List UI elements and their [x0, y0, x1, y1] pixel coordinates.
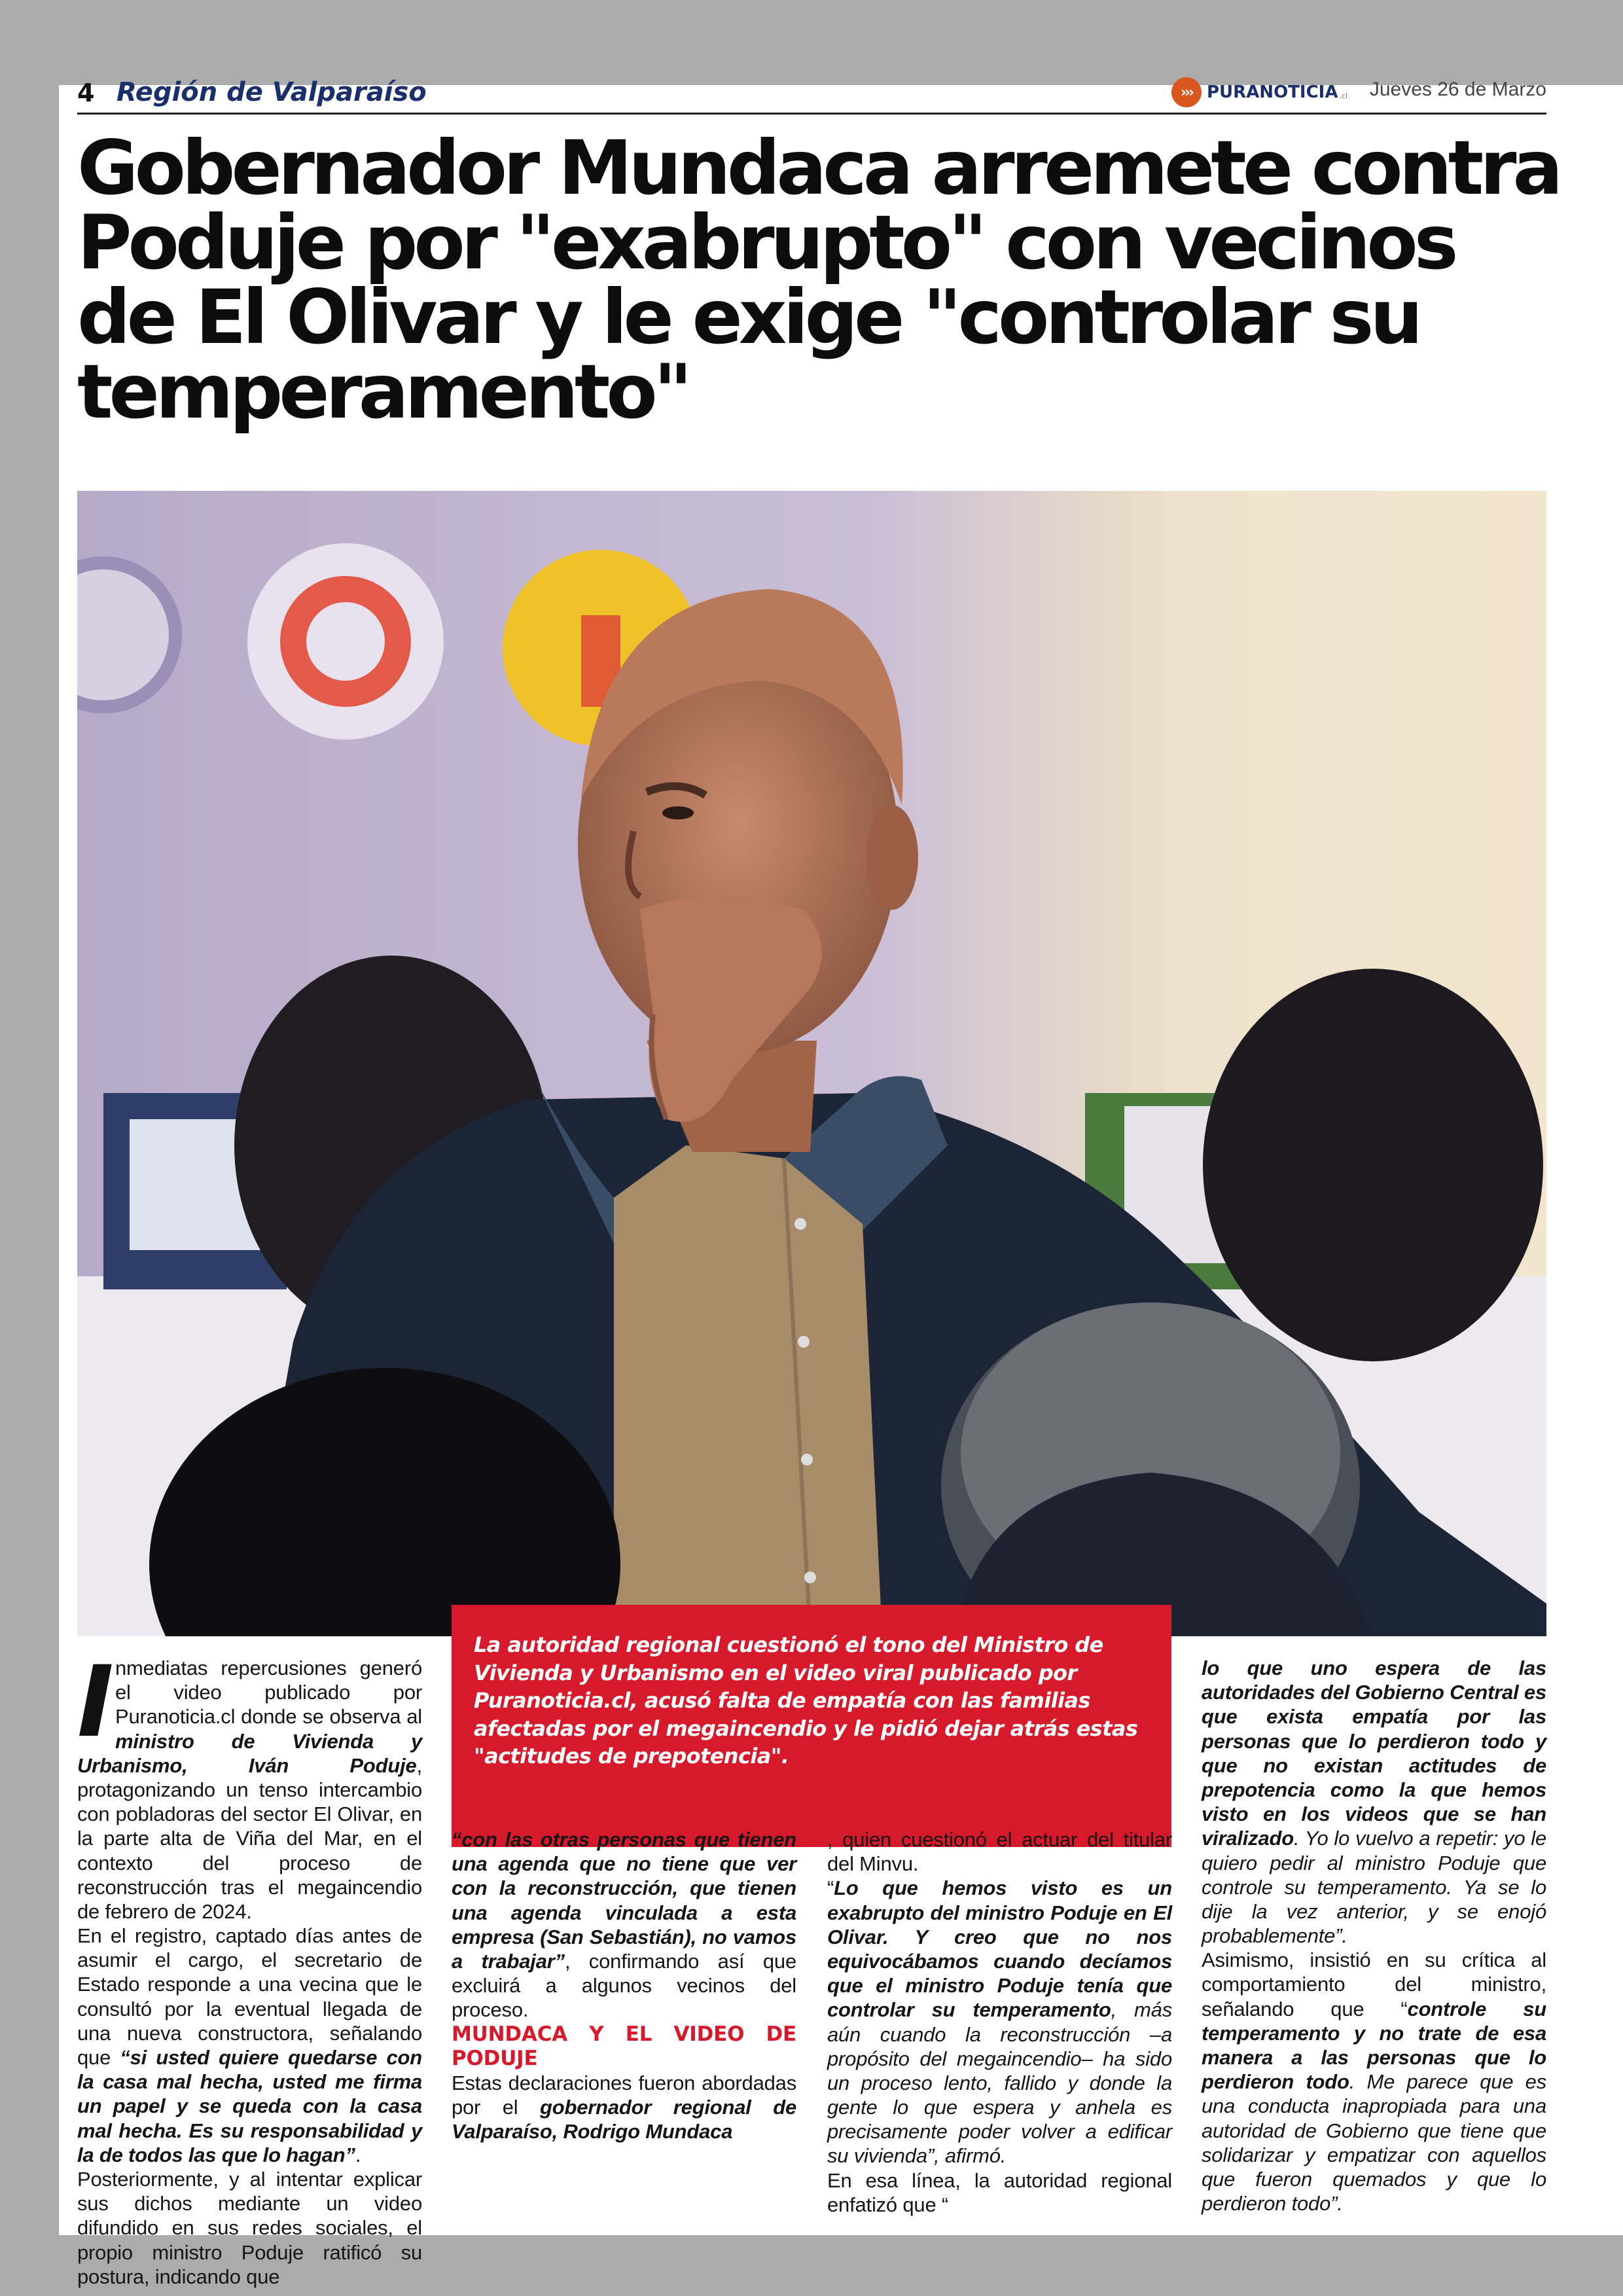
puranoticia-logo	[1171, 76, 1347, 109]
section-subhead: MUNDACA Y EL VIDEO DE PODUJE	[452, 2022, 796, 2070]
paragraph-bold: “si usted quiere quedarse con la casa mal hecha, usted me firma un papel y se queda con la casa mal hecha. Es su responsabilidad y la de todos las que lo hagan”	[77, 2046, 422, 2166]
paragraph-text: En el registro, captado días antes de asumir el cargo, el secretario de Estado responde a una vecina que le consultó por la eventual llegada de una nueva constructora, señalando que	[77, 1924, 422, 2069]
article-column-4	[1202, 1656, 1546, 2215]
paragraph-bold: lo que uno espera de las autoridades del Gobierno Central es que exista empatía por las personas que lo perdieron todo y que no existan actitudes de prepotencia como la que hemos visto en los videos que se han viralizado	[1202, 1657, 1547, 1850]
paragraph-text: , más aún cuando la reconstrucción –a propósito del megaincendio– ha sido un proceso lento, fallido y donde la gente lo que espera y anhela es precisamente poder volver a edificar su vivienda”, afirmó.	[827, 1998, 1172, 2168]
article-paragraph	[827, 1876, 1172, 2168]
paragraph-text: En esa línea, la autoridad regional enfatizó que “	[827, 2168, 1172, 2216]
paragraph-text: , protagonizando un tenso intercambio con pobladoras del sector El Olivar, en la parte alta de Viña del Mar, en el contexto del proceso de reconstrucción tras el megaincendio de febrero de 2024.	[77, 1753, 422, 1923]
article-paragraph	[1202, 1948, 1546, 2215]
news-photo	[77, 491, 1546, 1636]
lede-box	[452, 1605, 1171, 1847]
paragraph-bold: gobernador regional de Valparaíso, Rodrigo Mundaca	[452, 2096, 797, 2144]
article-column-2	[452, 1827, 796, 2144]
paragraph-bold: controle su temperamento y no trate de esa manera a las personas que lo perdieron todo	[1202, 1997, 1546, 2094]
article-column-1	[77, 1645, 422, 2289]
logo-mark-icon: ›››	[1171, 77, 1202, 107]
drop-cap: I	[77, 1645, 114, 1759]
header-divider	[77, 113, 1546, 115]
headline: Gobernador Mundaca arremete contra Poduje por "exabrupto" con vecinos de El Olivar y le exige "controlar su temperamento"	[77, 124, 1560, 435]
article-paragraph	[452, 1827, 796, 2022]
article-paragraph	[77, 1645, 422, 1924]
section-title: Región de Valparaíso	[116, 77, 427, 107]
paragraph-text: Asimismo, insistió en su crítica al comportamiento del ministro, señalando que “	[1202, 1948, 1546, 2020]
paragraph-bold: Lo que hemos visto es un exabrupto del ministro Poduje en El Olivar. Y creo que no nos equivocábamos cuando decíamos que el ministro Poduje tenía que controlar su temperamento	[827, 1876, 1172, 2022]
paragraph-text: . Yo lo vuelvo a repetir: yo le quiero pedir al ministro Poduje que controle su temperamento. Ya se lo dije la vez anterior, y se enojó probablemente”.	[1202, 1827, 1546, 1948]
logo-text: PURANOTICIA	[1207, 82, 1338, 102]
paragraph-bold: “con las otras personas que tienen una agenda que no tiene que ver con la reconstrucción, que tienen una agenda vinculada a esta empresa (San Sebastián), no vamos a trabajar”	[452, 1828, 796, 1973]
paragraph-text: Estas declaraciones fueron abordadas por el	[452, 2071, 796, 2119]
article-column-3	[827, 1827, 1172, 2217]
paragraph-text: , quien cuestionó el actuar del titular del Minvu.	[827, 1828, 1172, 1876]
page-number: 4	[77, 79, 95, 107]
paragraph-text: , confirmando así que excluirá a algunos vecinos del proceso.	[452, 1949, 796, 2022]
paragraph-text: nmediatas repercusiones generó el video publicado por Puranoticia.cl donde se observa al	[115, 1657, 422, 1729]
paragraph-text: Posteriormente, y al intentar explicar sus dichos mediante un video difundido en sus redes sociales, el propio ministro Poduje ratificó su postura, indicando que	[77, 2167, 422, 2288]
paragraph-text: .	[355, 2143, 361, 2166]
article-paragraph	[1202, 1656, 1546, 1948]
lede-text: La autoridad regional cuestionó el tono del Ministro de Vivienda y Urbanismo en el video viral publicado por Puranoticia.cl, acusó falta de empatía con las familias afectadas por el megaincendio y le pidió dejar atrás estas "actitudes de prepotencia".	[474, 1632, 1138, 1769]
article-paragraph	[452, 2071, 796, 2144]
article-paragraph	[77, 2167, 422, 2289]
article-paragraph	[827, 2168, 1172, 2217]
logo-suffix: .cl	[1339, 91, 1348, 100]
paragraph-bold: ministro de Vivienda y Urbanismo, Iván Poduje	[77, 1729, 422, 1777]
paragraph-text: . Me parece que es una conducta inapropiada para una autoridad de Gobierno que tiene que solidarizar y empatizar con aquellos que fueron quemados y que lo perdieron todo”.	[1202, 2070, 1546, 2215]
issue-date: Jueves 26 de Marzo	[1369, 79, 1546, 100]
paragraph-text: “	[827, 1876, 834, 1900]
article-paragraph	[827, 1827, 1172, 1876]
article-paragraph	[77, 1924, 422, 2167]
